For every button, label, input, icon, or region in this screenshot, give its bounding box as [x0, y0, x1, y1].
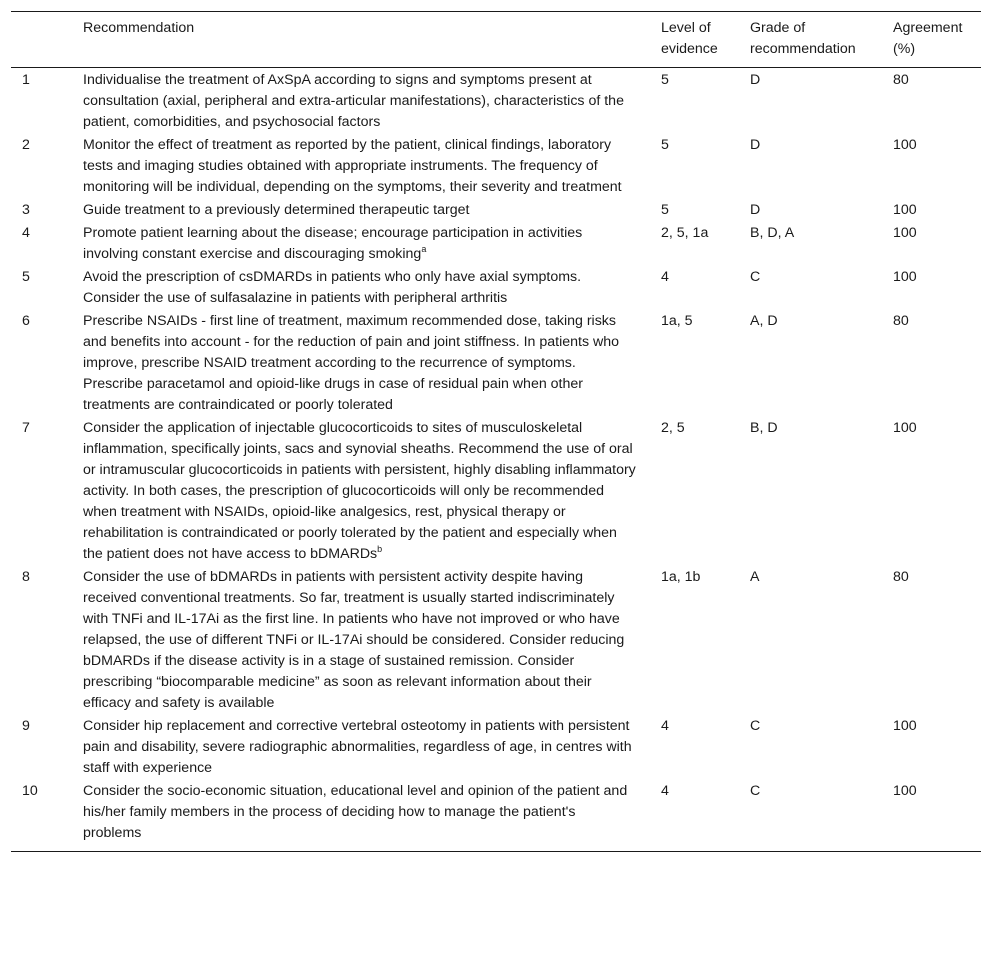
recommendation-text: Individualise the treatment of AxSpA according to signs and symptoms present at consultation (axial, peripheral and extra-articular manifestations), characteristics of the patient, comorbidities, and psychosocial factors — [83, 72, 624, 130]
level-of-evidence-cell: 1a, 1b — [661, 569, 701, 585]
recommendations-table-container — [11, 11, 981, 852]
recommendation-cell — [72, 715, 650, 780]
agreement-cell: 100 — [893, 202, 917, 218]
table-body — [11, 68, 981, 852]
recommendation-cell — [72, 417, 650, 566]
header-number — [11, 12, 72, 68]
level-of-evidence-cell: 4 — [661, 783, 669, 799]
recommendation-cell — [72, 266, 650, 310]
row-number: 8 — [22, 569, 30, 585]
table-header — [11, 12, 981, 68]
header-level-of-evidence: Level of evidence — [661, 20, 718, 57]
table-row — [11, 68, 981, 135]
row-number: 3 — [22, 202, 30, 218]
table-row — [11, 715, 981, 780]
row-number: 2 — [22, 137, 30, 153]
recommendation-text: Guide treatment to a previously determined therapeutic target — [83, 202, 470, 218]
agreement-cell: 80 — [893, 72, 909, 88]
level-of-evidence-cell: 4 — [661, 718, 669, 734]
grade-cell: C — [750, 718, 761, 734]
agreement-cell: 100 — [893, 420, 917, 436]
agreement-cell: 100 — [893, 718, 917, 734]
recommendation-text: Prescribe NSAIDs - first line of treatment, maximum recommended dose, taking risks and benefits into account - for the reduction of pain and joint stiffness. In patients who improve, prescribe NSAID treatment according to the recurrence of symptoms. Prescribe paracetamol and opioid-like drugs in case of residual pain when other treatments are contraindicated or poorly tolerated — [83, 313, 620, 413]
header-grade-of-recommendation: Grade of recommendation — [750, 20, 856, 57]
recommendations-table — [11, 11, 981, 852]
table-row — [11, 266, 981, 310]
grade-cell: D — [750, 202, 761, 218]
recommendation-text: Consider the socio-economic situation, educational level and opinion of the patient and his/her family members in the process of deciding how to manage the patient's problems — [83, 783, 628, 841]
grade-cell: A, D — [750, 313, 778, 329]
agreement-cell: 80 — [893, 313, 909, 329]
agreement-cell: 100 — [893, 137, 917, 153]
grade-cell: C — [750, 783, 761, 799]
grade-cell: D — [750, 137, 761, 153]
recommendation-cell — [72, 134, 650, 199]
recommendation-cell — [72, 310, 650, 417]
table-row — [11, 417, 981, 566]
row-number: 4 — [22, 225, 30, 241]
table-row — [11, 780, 981, 852]
table-row — [11, 310, 981, 417]
recommendation-cell — [72, 199, 650, 222]
recommendation-text: Monitor the effect of treatment as reported by the patient, clinical findings, laboratory tests and imaging studies obtained with appropriate instruments. The frequency of monitoring will be individual, depending on the symptoms, their severity and treatment — [83, 137, 622, 195]
level-of-evidence-cell: 5 — [661, 137, 669, 153]
level-of-evidence-cell: 5 — [661, 72, 669, 88]
recommendation-text: Consider the use of bDMARDs in patients with persistent activity despite having received conventional treatments. So far, treatment is usually started indiscriminately with TNFi and IL-17Ai as the first line. In patients who have not improved or who have relapsed, the use of different TNFi or IL-17Ai should be considered. Consider reducing bDMARDs if the disease activity is in a stage of sustained remission. Consider prescribing “biocomparable medicine” as soon as relevant information about their efficacy and safety is available — [83, 569, 625, 711]
table-row — [11, 566, 981, 715]
level-of-evidence-cell: 1a, 5 — [661, 313, 693, 329]
footnote-marker: a — [421, 244, 427, 254]
row-number: 10 — [22, 783, 38, 799]
row-number: 9 — [22, 718, 30, 734]
agreement-cell: 80 — [893, 569, 909, 585]
level-of-evidence-cell: 2, 5 — [661, 420, 685, 436]
grade-cell: B, D — [750, 420, 778, 436]
recommendation-cell — [72, 566, 650, 715]
recommendation-text: Consider hip replacement and corrective vertebral osteotomy in patients with persistent pain and disability, severe radiographic abnormalities, regardless of age, in centres with staff with experience — [83, 718, 632, 776]
row-number: 1 — [22, 72, 30, 88]
row-number: 7 — [22, 420, 30, 436]
level-of-evidence-cell: 2, 5, 1a — [661, 225, 709, 241]
recommendation-cell — [72, 68, 650, 135]
row-number: 5 — [22, 269, 30, 285]
level-of-evidence-cell: 4 — [661, 269, 669, 285]
table-row — [11, 222, 981, 266]
recommendation-text: Promote patient learning about the disease; encourage participation in activities involving constant exercise and discouraging smoking — [83, 225, 583, 262]
agreement-cell: 100 — [893, 225, 917, 241]
header-agreement: Agreement (%) — [893, 20, 963, 57]
grade-cell: C — [750, 269, 761, 285]
table-row — [11, 199, 981, 222]
recommendation-cell — [72, 780, 650, 852]
recommendation-text: Consider the application of injectable glucocorticoids to sites of musculoskeletal inflammation, specifically joints, sacs and synovial sheaths. Recommend the use of oral or intramuscular glucocorticoids in patients with persistent, highly disabling inflammatory activity. In both cases, the prescription of glucocorticoids will only be recommended when treatment with NSAIDs, opioid-like analgesics, rest, physical therapy or rehabilitation is contraindicated or poorly tolerated by the patient and especially when the patient does not have access to bDMARDs — [83, 420, 636, 562]
grade-cell: A — [750, 569, 760, 585]
row-number: 6 — [22, 313, 30, 329]
header-row — [11, 12, 981, 68]
footnote-marker: b — [377, 544, 383, 554]
agreement-cell: 100 — [893, 269, 917, 285]
header-recommendation: Recommendation — [83, 20, 195, 36]
table-row — [11, 134, 981, 199]
agreement-cell: 100 — [893, 783, 917, 799]
level-of-evidence-cell: 5 — [661, 202, 669, 218]
grade-cell: D — [750, 72, 761, 88]
recommendation-cell — [72, 222, 650, 266]
recommendation-text: Avoid the prescription of csDMARDs in patients who only have axial symptoms. Consider the use of sulfasalazine in patients with peripheral arthritis — [83, 269, 582, 306]
grade-cell: B, D, A — [750, 225, 795, 241]
